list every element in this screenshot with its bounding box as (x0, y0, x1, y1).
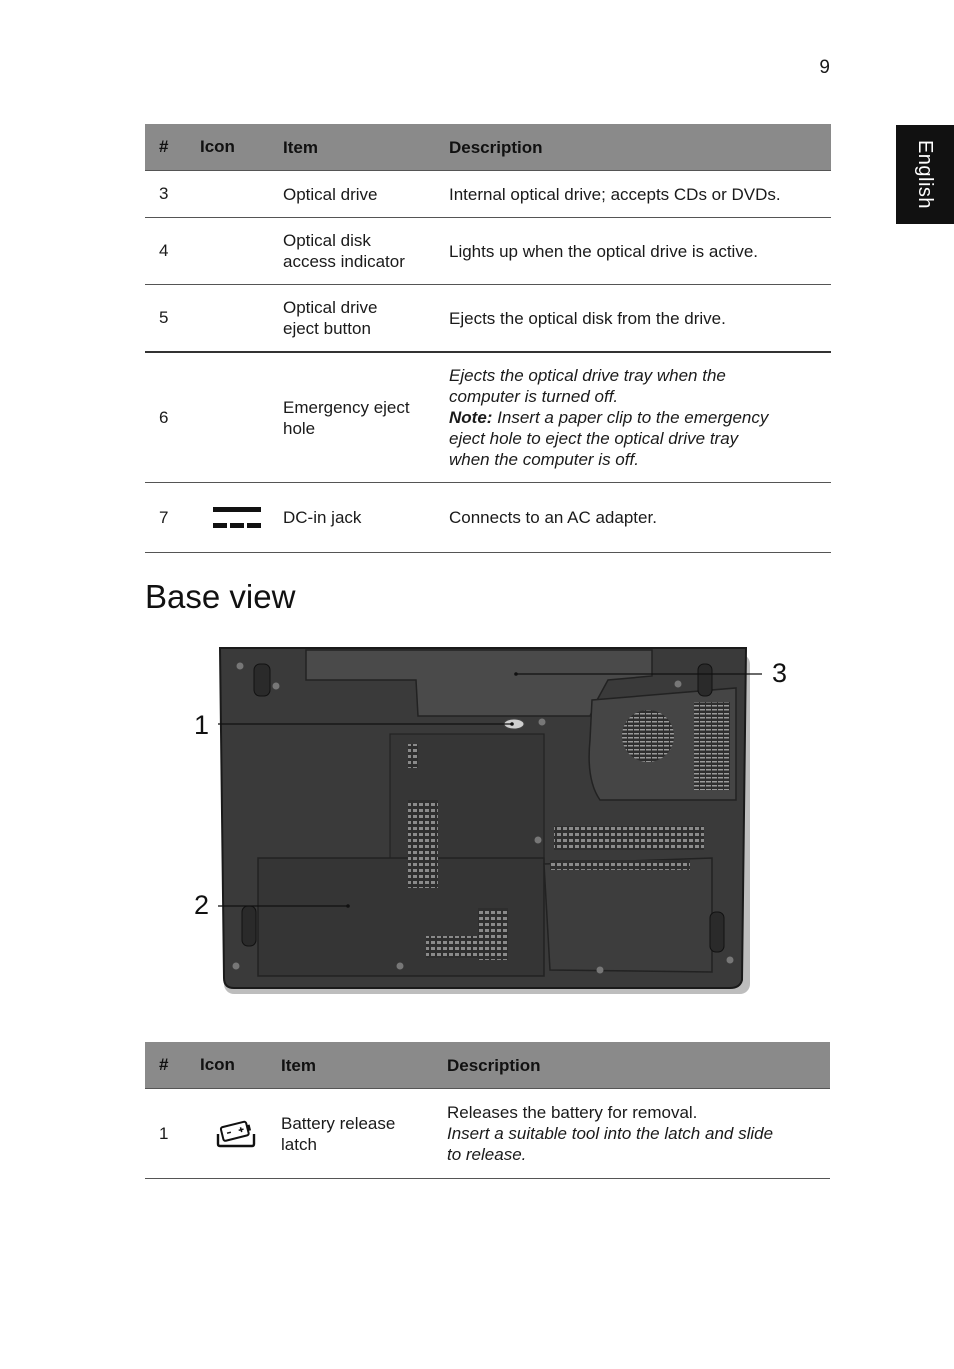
laptop-base-figure (190, 640, 790, 1000)
row-num: 1 (159, 1123, 169, 1143)
row-num: 3 (159, 184, 169, 203)
table-row (145, 171, 831, 218)
row-item: Optical disk access indicator (283, 231, 405, 271)
row-description: Internal optical drive; accepts CDs or DVDs. (449, 184, 781, 204)
language-tab-label: English (914, 139, 937, 210)
table-row (145, 285, 831, 353)
callout-3: 3 (772, 658, 788, 688)
row-description: Ejects the optical disk from the drive. (449, 308, 726, 328)
section-title: Base view (145, 578, 296, 615)
header-icon: Icon (200, 1055, 235, 1074)
row-item: Optical drive (283, 184, 378, 204)
row-num: 7 (159, 507, 169, 527)
header-num: # (159, 1055, 169, 1074)
language-tab (896, 125, 954, 224)
header-description: Description (447, 1055, 541, 1075)
page-number: 9 (819, 57, 830, 78)
header-item: Item (281, 1055, 316, 1075)
component-table-base (145, 1042, 830, 1179)
row-description: Connects to an AC adapter. (449, 508, 657, 527)
row-item: Battery release latch (281, 1113, 396, 1154)
row-description: Lights up when the optical drive is active. (449, 241, 759, 261)
callout-2: 2 (194, 890, 210, 920)
table-header (145, 1042, 830, 1089)
row-item: Optical drive eject button (283, 298, 378, 338)
table-row (145, 353, 831, 483)
table-row (145, 483, 831, 553)
dc-in-icon (191, 505, 283, 531)
row-description: Ejects the optical drive tray when the computer is turned off. Note: Insert a paper clip to the emergency eject hole to eject the optical drive tray when the computer is off. (449, 366, 769, 469)
table-row (145, 218, 831, 285)
row-description: Releases the battery for removal. Insert a suitable tool into the latch and slide to release. (447, 1103, 774, 1164)
header-icon: Icon (200, 137, 235, 156)
row-num: 6 (159, 407, 169, 427)
note-label: Note: (449, 408, 493, 427)
table-header (145, 124, 831, 171)
row-num: 4 (159, 241, 169, 260)
component-table-top (145, 124, 831, 553)
battery-release-icon (191, 1120, 281, 1148)
laptop-base-illustration (190, 640, 790, 1000)
header-description: Description (449, 137, 543, 157)
row-item: Emergency eject hole (283, 397, 410, 438)
header-item: Item (283, 137, 318, 157)
callout-1: 1 (194, 710, 210, 740)
table-row (145, 1089, 830, 1179)
row-num: 5 (159, 308, 169, 327)
row-item: DC-in jack (283, 508, 362, 527)
header-num: # (159, 137, 169, 156)
